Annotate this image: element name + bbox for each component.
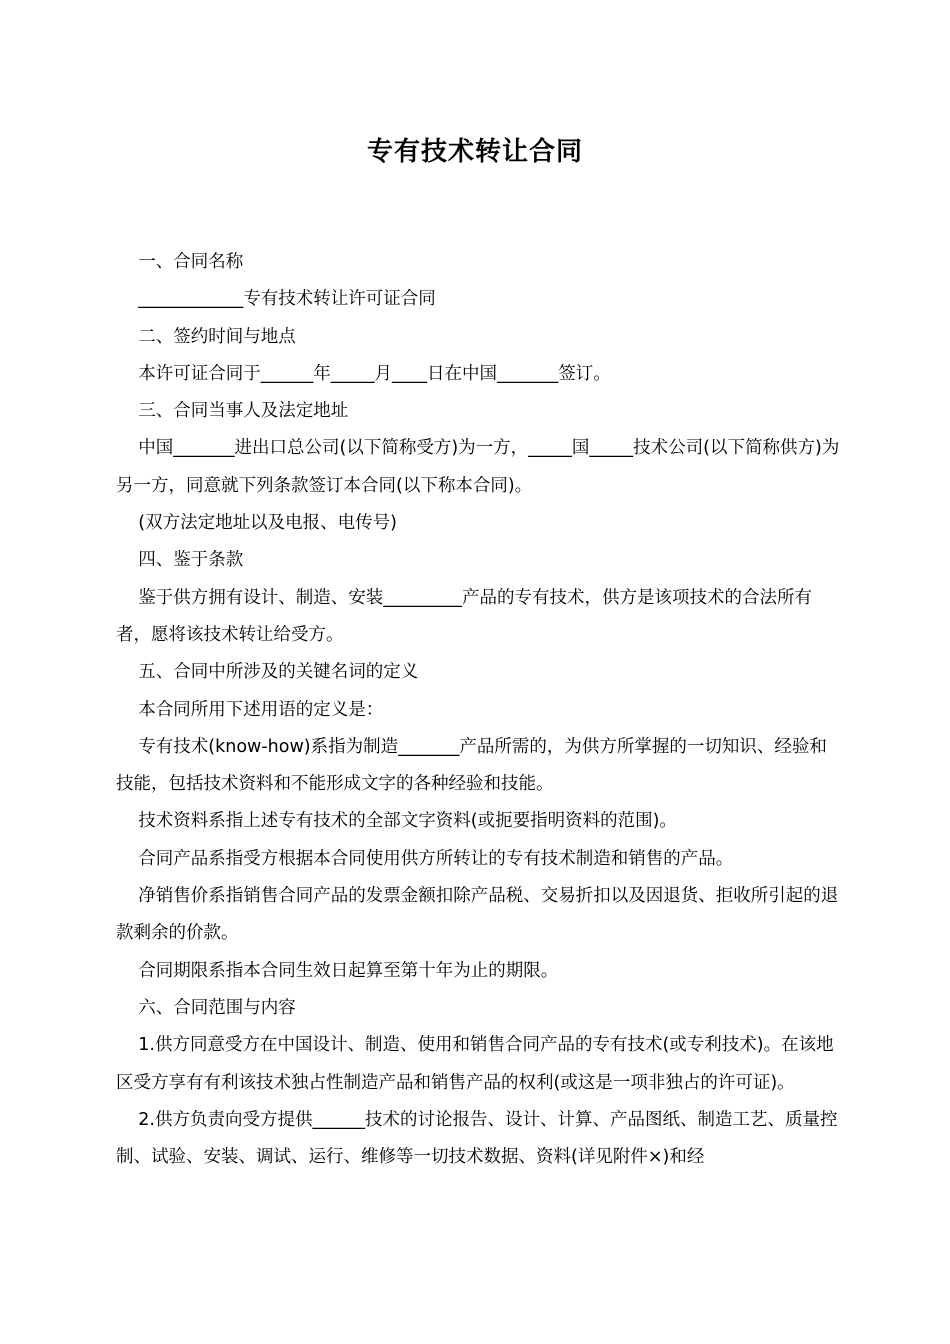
paragraph: 1.供方同意受方在中国设计、制造、使用和销售合同产品的专有技术(或专利技术)。在该地区受方享有有利该技术独占性制造产品和销售产品的权利(或这是一项非独占的许可证)。 (116, 1035, 834, 1093)
section-heading: 三、合同当事人及法定地址 (138, 401, 349, 422)
paragraph: 2.供方负责向受方提供______技术的讨论报告、设计、计算、产品图纸、制造工艺、质量控制、试验、安装、调试、运行、维修等一切技术数据、资料(详见附件×)和经 (116, 1109, 838, 1168)
document-title: 专有技术转让合同 (366, 137, 583, 167)
document-body (116, 244, 840, 1176)
paragraph: 技术资料系指上述专有技术的全部文字资料(或扼要指明资料的范围)。 (138, 811, 677, 832)
paragraph: 本合同所用下述用语的定义是： (138, 699, 384, 720)
paragraph: 合同产品系指受方根据本合同使用供方所转让的专有技术制造和销售的产品。 (138, 848, 734, 869)
section-heading: 五、合同中所涉及的关键名词的定义 (138, 662, 419, 683)
paragraph: 专有技术(know-how)系指为制造_______产品所需的，为供方所掌握的一切知识、经验和技能，包括技术资料和不能形成文字的各种经验和技能。 (116, 736, 827, 795)
paragraph: (双方法定地址以及电报、电传号) (138, 513, 397, 534)
paragraph: 合同期限系指本合同生效日起算至第十年为止的期限。 (138, 960, 559, 981)
paragraph: 本许可证合同于______年_____月____日在中国_______签订。 (138, 363, 611, 384)
paragraph: 鉴于供方拥有设计、制造、安装_________产品的专有技术，供方是该项技术的合法所有者，愿将该技术转让给受方。 (116, 587, 813, 645)
paragraph: ____________专有技术转让许可证合同 (138, 289, 436, 310)
section-heading: 一、合同名称 (138, 252, 244, 272)
section-heading: 四、鉴于条款 (138, 550, 244, 571)
section-heading: 二、签约时间与地点 (138, 326, 296, 347)
section-heading: 六、合同范围与内容 (138, 997, 296, 1018)
paragraph: 中国_______进出口总公司(以下简称受方)为一方，_____国_____技术公司(以下简称供方)为另一方，同意就下列条款签订本合同(以下称本合同)。 (116, 438, 840, 496)
paragraph: 净销售价系指销售合同产品的发票金额扣除产品税、交易折扣以及因退货、拒收所引起的退款剩余的价款。 (116, 886, 839, 944)
